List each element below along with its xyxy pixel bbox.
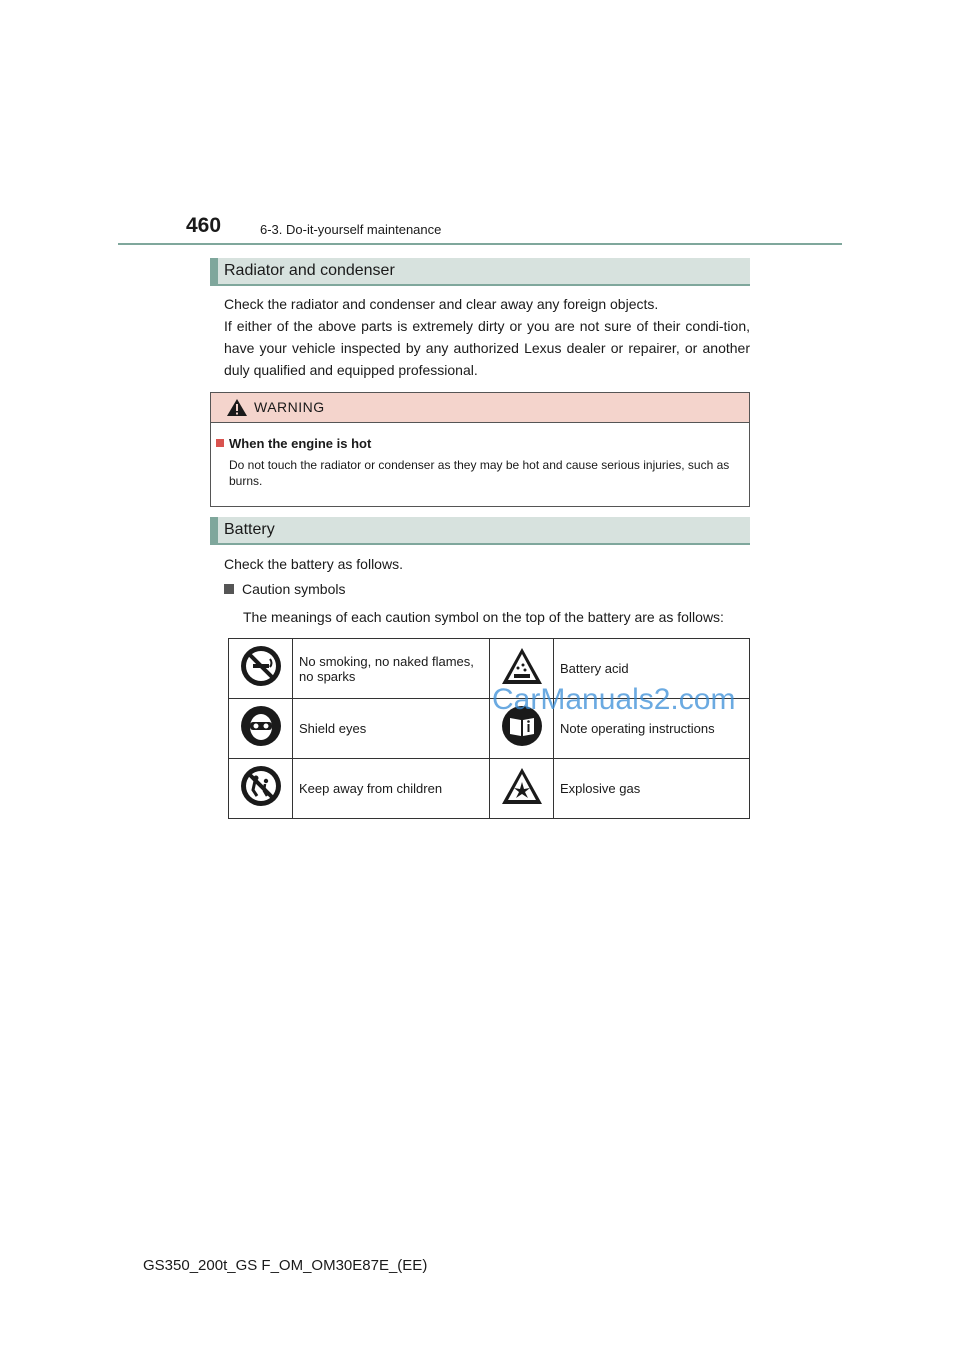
caution-label: Battery acid — [554, 639, 750, 699]
battery-section-title: Battery — [224, 521, 275, 538]
shield-eyes-icon — [240, 705, 282, 747]
battery-acid-icon — [501, 647, 543, 685]
warning-subheading — [216, 436, 371, 451]
battery-intro: Check the battery as follows. — [224, 556, 403, 572]
radiator-line-2: If either of the above parts is extremely dirty or you are not sure of their condi-tion, have your vehicle inspected by any authorized Lexus dealer or repairer, or another duly qualified and equipped professional. — [224, 318, 750, 378]
icon-cell — [229, 639, 293, 699]
caution-label: Note operating instructions — [554, 699, 750, 759]
caution-intro: The meanings of each caution symbol on the top of the battery are as follows: — [243, 609, 724, 625]
bullet-square-icon — [224, 584, 234, 594]
section-title: 6-3. Do-it-yourself maintenance — [260, 222, 442, 237]
warning-box — [210, 392, 750, 507]
warning-label: WARNING — [254, 399, 325, 415]
caution-label: No smoking, no naked flames, no sparks — [293, 639, 490, 699]
table-row — [229, 759, 750, 819]
radiator-section-heading — [210, 258, 750, 286]
caution-symbols-heading-text: Caution symbols — [242, 581, 346, 597]
caution-symbols-table — [228, 638, 750, 819]
battery-section-heading — [210, 517, 750, 545]
radiator-section-title: Radiator and condenser — [224, 262, 395, 279]
icon-cell — [229, 699, 293, 759]
radiator-line-1: Check the radiator and condenser and clear away any foreign objects. — [224, 296, 659, 312]
caution-label: Explosive gas — [554, 759, 750, 819]
caution-label: Keep away from children — [293, 759, 490, 819]
watermark: CarManuals2.com — [492, 683, 736, 716]
keep-away-children-icon — [240, 765, 282, 807]
warning-subheading-text: When the engine is hot — [229, 436, 372, 451]
explosive-gas-icon — [501, 767, 543, 805]
caution-symbols-heading — [224, 581, 346, 597]
caution-label: Shield eyes — [293, 699, 490, 759]
warning-text: Do not touch the radiator or condenser as they may be hot and cause serious injuries, such as burns. — [229, 458, 730, 488]
icon-cell — [490, 759, 554, 819]
document-footer: GS350_200t_GS F_OM_OM30E87E_(EE) — [143, 1257, 428, 1274]
warning-header — [211, 393, 749, 423]
icon-cell — [229, 759, 293, 819]
header-divider — [118, 243, 842, 245]
bullet-square-icon — [216, 439, 224, 447]
warning-triangle-icon — [226, 398, 248, 417]
page-number: 460 — [186, 214, 222, 237]
no-smoking-icon — [240, 645, 282, 687]
